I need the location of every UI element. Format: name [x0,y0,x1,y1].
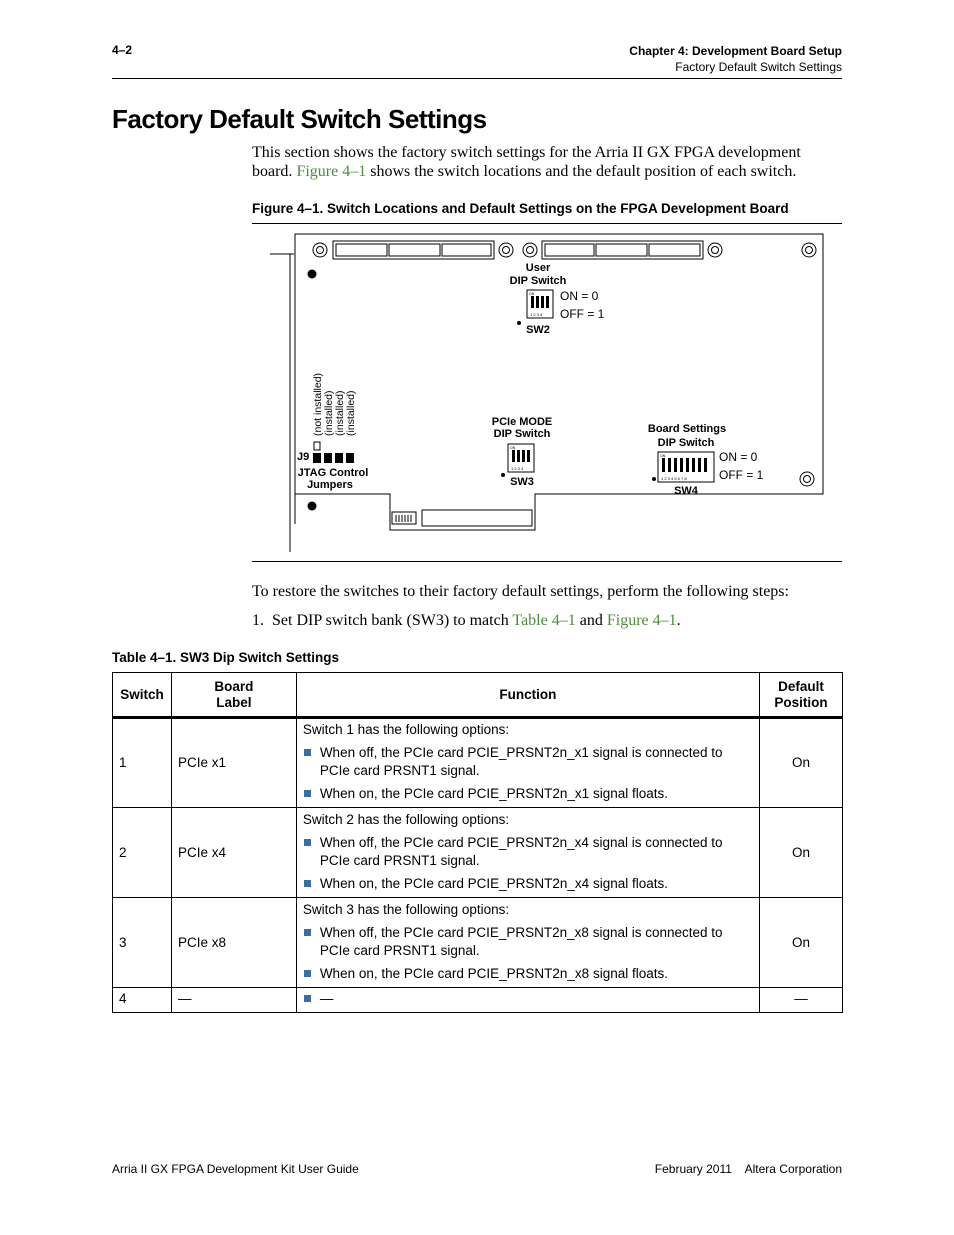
step-and: and [579,612,603,629]
label-sw3: SW3 [510,476,534,488]
label-sw3-dip: DIP Switch [493,428,551,440]
label-j9: J9 [297,451,310,463]
cell-default: On [760,808,843,898]
page-number: 4–2 [112,43,133,57]
list-item: When on, the PCIe card PCIE_PRSNT2n_x4 signal floats. [303,875,753,893]
function-intro: Switch 1 has the following options: [302,722,510,737]
table-row [113,898,843,988]
sw3-on-mark: ON [510,446,516,450]
cell-function [296,718,759,808]
cell-board-label: PCIe x8 [171,898,296,988]
sw2-numbers: 1 2 3 4 [530,312,543,317]
cell-switch: 2 [113,808,172,898]
intro-text-after: shows the switch locations and the default position of each switch. [370,163,797,180]
table-row [113,718,843,808]
function-intro: Switch 3 has the following options: [302,901,510,917]
list-item: When on, the PCIe card PCIE_PRSNT2n_x8 signal floats. [303,965,753,983]
board-diagram [252,224,842,560]
intro-paragraph [252,143,844,181]
label-board-settings: Board Settings [647,423,727,435]
label-sw4-off: OFF = 1 [719,468,764,482]
sw4-on-mark: ON [660,454,666,458]
bullet-icon [304,839,311,846]
label-sw2-on: ON = 0 [560,289,599,303]
list-item: — [303,990,753,1008]
cell-default: On [760,718,843,808]
figure-link[interactable]: Figure 4–1 [296,163,367,180]
switch-settings-table [112,672,843,1013]
label-sw4-on: ON = 0 [719,450,758,464]
cell-board-label: PCIe x4 [171,808,296,898]
step-end: . [676,612,681,629]
cell-switch: 4 [113,988,172,1013]
list-item: When on, the PCIe card PCIE_PRSNT2n_x1 signal floats. [303,785,753,803]
function-intro: Switch 2 has the following options: [302,811,510,827]
page-title: Factory Default Switch Settings [112,104,487,134]
running-header [629,43,842,75]
cell-function [296,898,759,988]
figure-rule-bottom [252,561,842,562]
label-jtag-control: JTAG Control [297,467,369,479]
label-pcie-mode: PCIe MODE [491,416,553,428]
cell-default: On [760,898,843,988]
table-header-row [113,673,843,718]
section-title: Factory Default Switch Settings [675,60,842,74]
bullet-icon [304,995,311,1002]
sw4-numbers: 1 2 3 4 5 6 7 8 [661,476,687,481]
label-jumpers: Jumpers [307,479,353,491]
header-rule [112,78,842,79]
bullet-icon [304,790,311,797]
step-text: Set DIP switch bank (SW3) to match [272,612,509,629]
table-caption: Table 4–1. SW3 Dip Switch Settings [112,650,340,665]
bullet-icon [304,880,311,887]
header-switch: Switch [113,673,172,718]
cell-board-label: — [171,988,296,1013]
cell-function [296,988,759,1013]
label-installed-2: (installed) [334,390,346,436]
bullet-icon [304,929,311,936]
cell-board-label: PCIe x1 [171,718,296,808]
label-sw2-dip: DIP Switch [509,275,567,287]
label-installed-1: (installed) [323,390,335,436]
cell-default: — [760,988,843,1013]
table-link[interactable]: Table 4–1 [512,612,576,629]
footer-date: February 2011 Altera Corporation [654,1162,842,1176]
step-1 [252,612,681,630]
list-item: When off, the PCIe card PCIE_PRSNT2n_x8 signal is connected to PCIe card PRSNT1 signal. [303,924,753,960]
label-sw2: SW2 [526,324,550,336]
sw3-numbers: 1 2 3 4 [511,466,524,471]
table-row [113,808,843,898]
restore-paragraph: To restore the switches to their factory default settings, perform the following steps: [252,583,789,600]
header-board-label: Board Label [171,673,296,718]
intro-text-before: This section shows the factory switch settings for the Arria II GX FPGA development board. [252,144,801,180]
cell-switch: 3 [113,898,172,988]
label-not-installed: (not installed) [312,372,324,436]
label-user: User [525,262,551,274]
table-row [113,988,843,1013]
cell-switch: 1 [113,718,172,808]
label-sw2-off: OFF = 1 [560,307,605,321]
label-sw4-dip: DIP Switch [657,437,715,449]
list-item: When off, the PCIe card PCIE_PRSNT2n_x1 signal is connected to PCIe card PRSNT1 signal. [303,744,753,780]
list-item: When off, the PCIe card PCIE_PRSNT2n_x4 signal is connected to PCIe card PRSNT1 signal. [303,834,753,870]
footer-title: Arria II GX FPGA Development Kit User Guide [112,1162,359,1176]
figure-caption: Figure 4–1. Switch Locations and Default Settings on the FPGA Development Board [252,201,789,216]
bullet-icon [304,970,311,977]
figure-link-2[interactable]: Figure 4–1 [606,612,677,629]
label-installed-3: (installed) [345,390,357,436]
header-default-position: Default Position [760,673,843,718]
header-function: Function [296,673,759,718]
step-number: 1. [252,612,264,629]
cell-function [296,808,759,898]
bullet-icon [304,749,311,756]
sw2-on-mark: ON [529,292,535,296]
label-sw4: SW4 [674,485,698,497]
chapter-title: Chapter 4: Development Board Setup [629,44,842,58]
